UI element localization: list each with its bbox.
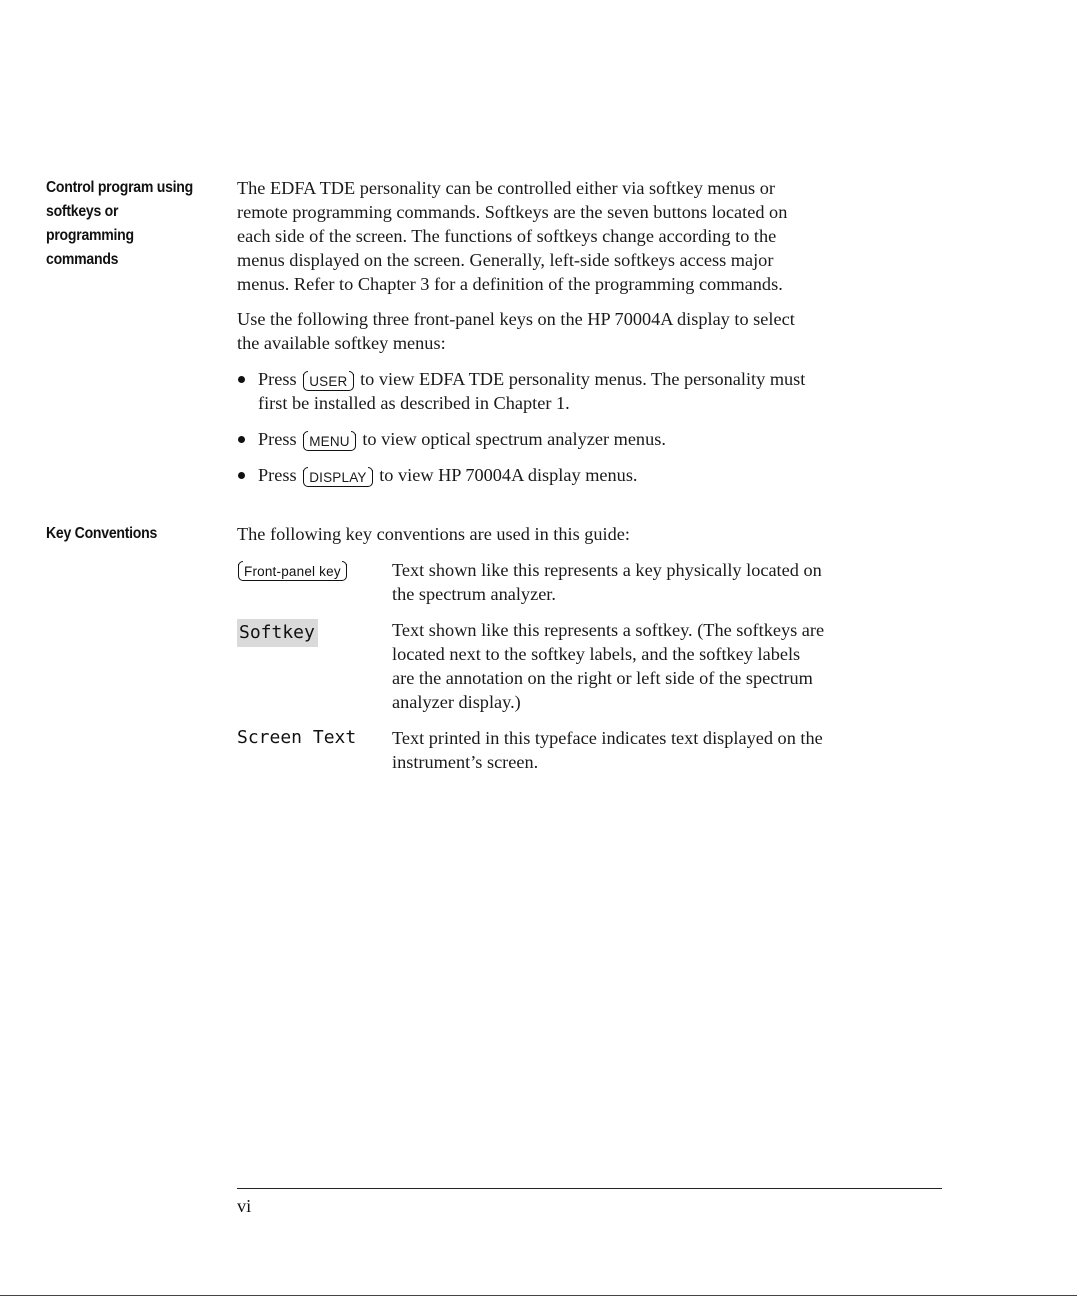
bullet-text: to view HP 70004A display menus. <box>379 465 638 485</box>
heading-line: softkeys or <box>46 203 119 220</box>
text-line: the available softkey menus: <box>237 333 446 353</box>
text-line: The EDFA TDE personality can be controlled either via softkey menus or <box>237 178 775 198</box>
screen-text-label: Screen Text <box>237 727 357 748</box>
section-heading-control-program <box>46 176 204 272</box>
press-label: Press <box>258 465 297 485</box>
heading-line: programming <box>46 227 134 244</box>
bullet-text: to view optical spectrum analyzer menus. <box>362 429 666 449</box>
list-item-display <box>237 463 937 487</box>
bullet-text: to view EDFA TDE personality menus. The personality must <box>360 369 806 389</box>
text-line: menus displayed on the screen. Generally, left-side softkeys access major <box>237 250 774 270</box>
press-label: Press <box>258 429 297 449</box>
text-line: each side of the screen. The functions of softkeys change according to the <box>237 226 777 246</box>
text-line: remote programming commands. Softkeys are the seven buttons located on <box>237 202 788 222</box>
user-key: USER <box>303 374 353 391</box>
text-line: located next to the softkey labels, and the softkey labels <box>392 644 801 664</box>
bullet-icon <box>238 376 245 383</box>
front-panel-key-label: Front-panel key <box>238 564 347 581</box>
heading-line: Control program using <box>46 179 193 196</box>
softkey-label: Softkey <box>237 619 318 647</box>
softkey-example <box>237 619 318 647</box>
page-edge-divider <box>0 1295 1077 1296</box>
bullet-icon <box>238 436 245 443</box>
list-item-user <box>237 367 937 415</box>
list-item-menu <box>237 427 937 451</box>
press-label: Press <box>258 369 297 389</box>
softkey-description <box>392 618 937 714</box>
front-panel-key-example <box>237 560 349 580</box>
text-line: Text shown like this represents a key physically located on <box>392 560 822 580</box>
text-line: analyzer display.) <box>392 692 521 712</box>
conventions-intro: The following key conventions are used in this guide: <box>237 524 630 544</box>
text-line: instrument’s screen. <box>392 752 539 772</box>
intro-paragraph <box>237 176 937 296</box>
section-heading-key-conventions: Key Conventions <box>46 525 158 542</box>
display-key: DISPLAY <box>303 470 372 487</box>
screen-text-example <box>237 726 356 750</box>
text-line: are the annotation on the right or left side of the spectrum <box>392 668 813 688</box>
text-line: Text printed in this typeface indicates text displayed on the <box>392 728 823 748</box>
bullet-icon <box>238 472 245 479</box>
page-number: vi <box>237 1196 252 1216</box>
text-line: menus. Refer to Chapter 3 for a definition of the programming commands. <box>237 274 783 294</box>
heading-line: commands <box>46 251 119 268</box>
menu-key: MENU <box>303 434 356 451</box>
text-line: Text shown like this represents a softkey. (The softkeys are <box>392 620 825 640</box>
text-line: Use the following three front-panel keys on the HP 70004A display to select <box>237 309 795 329</box>
screen-text-description <box>392 726 937 774</box>
front-panel-keys-paragraph <box>237 307 937 355</box>
footer-divider <box>237 1188 942 1189</box>
text-line: the spectrum analyzer. <box>392 584 556 604</box>
front-panel-key-description <box>392 558 937 606</box>
bullet-text-continued: first be installed as described in Chapter 1. <box>258 393 570 413</box>
